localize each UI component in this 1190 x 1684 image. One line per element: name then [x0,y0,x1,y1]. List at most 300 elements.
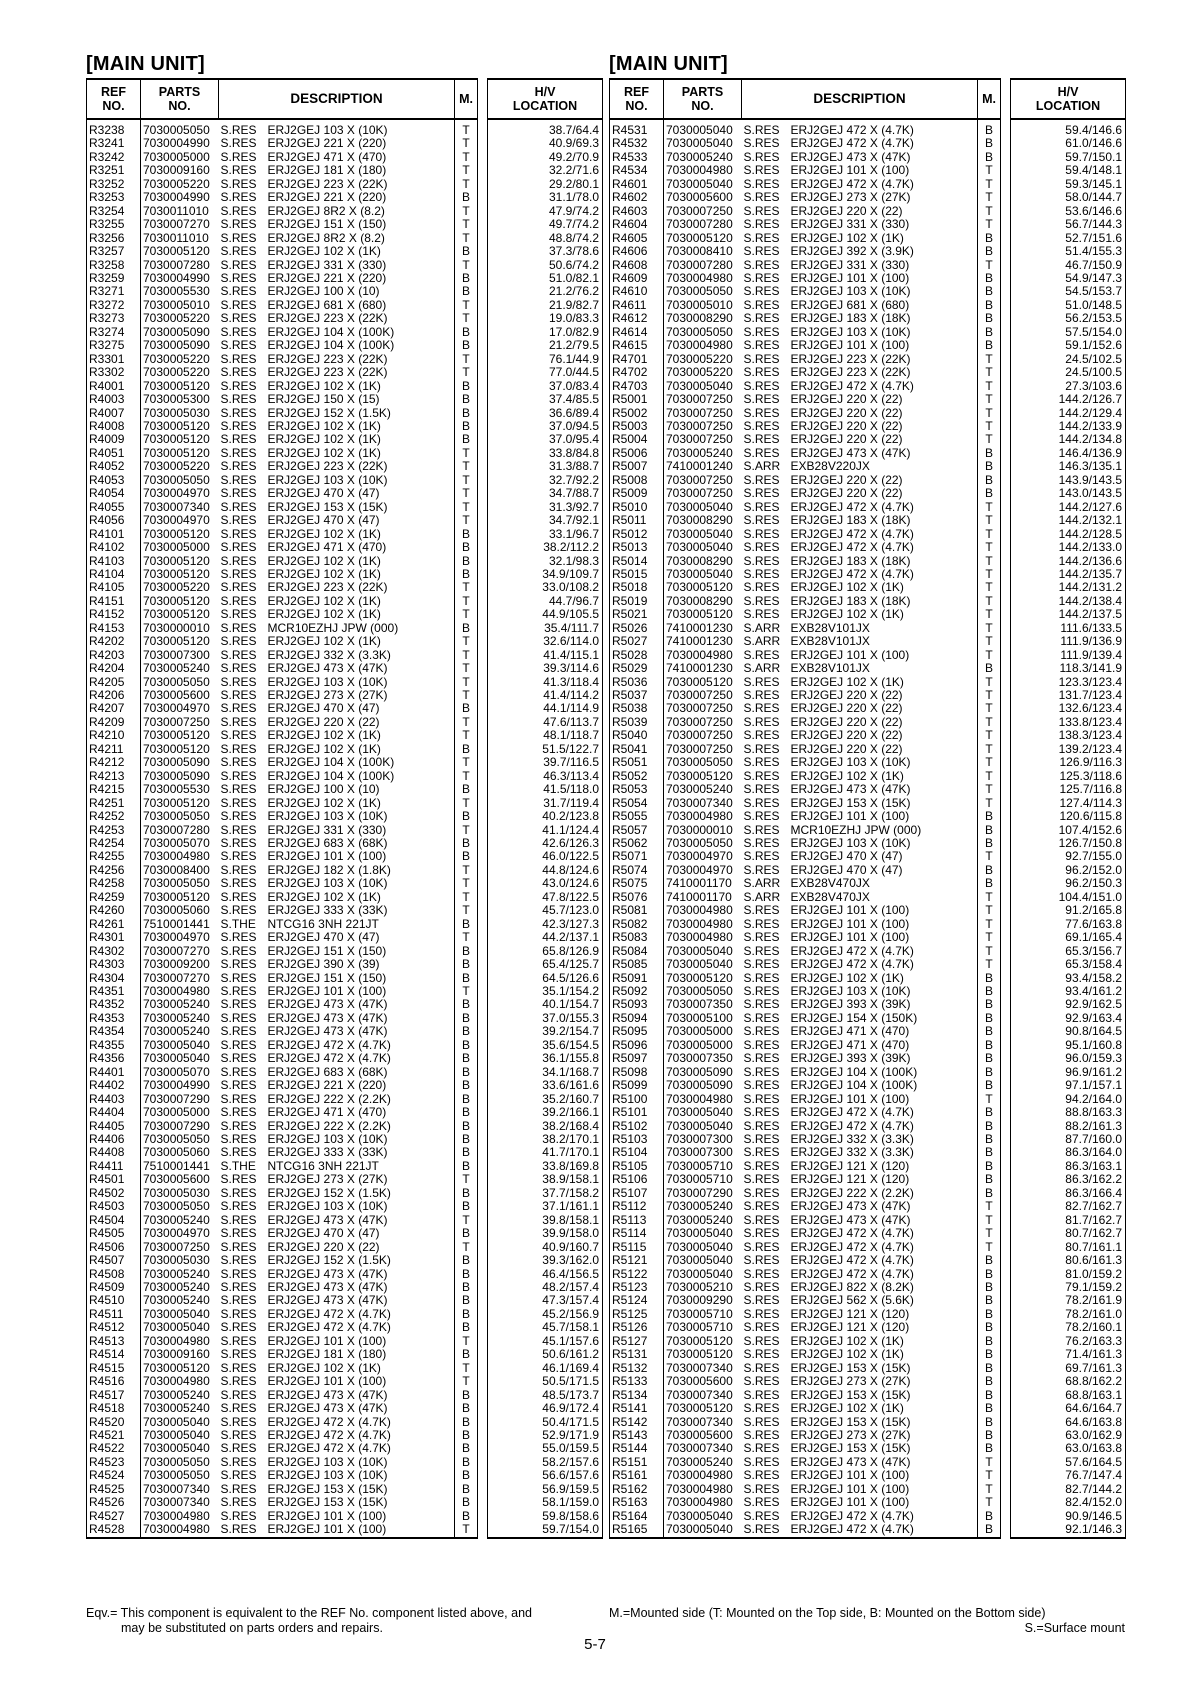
description-cell: ERJ2GEJ 101 X (100) [263,850,455,863]
table-row [87,299,603,312]
mounted-side-cell: B [978,1321,1001,1334]
parts-no-cell: 7030005120 [664,608,742,621]
part-type-cell: S.RES [743,608,780,622]
mounted-side-cell: T [978,797,1001,810]
right-parts-column [609,52,1125,1539]
mounted-side-cell: T [455,366,478,379]
parts-no-cell: 7030004980 [141,1510,219,1523]
table-row [87,528,603,541]
hv-location-cell: 48.8/74.2 [488,232,603,245]
ref-no-cell: R5026 [610,622,664,635]
description-cell: ERJ2GEJ 101 X (100) [786,931,978,944]
description-cell: ERJ2GEJ 470 X (47) [263,487,455,500]
description-cell: ERJ2GEJ 101 X (100) [786,272,978,285]
parts-no-cell: 7030005040 [664,1254,742,1267]
description-cell: ERJ2GEJ 220 X (22) [786,702,978,715]
mounted-side-cell: B [455,850,478,863]
description-cell: ERJ2GEJ 472 X (4.7K) [786,541,978,554]
table-row [610,581,1126,594]
parts-no-cell: 7030005040 [141,1416,219,1429]
parts-no-cell: 7030005600 [141,1173,219,1186]
description-cell: ERJ2GEJ 101 X (100) [786,1483,978,1496]
hv-location-cell: 39.9/158.0 [488,1227,603,1240]
mounted-side-cell: T [455,985,478,998]
mounted-side-cell: T [978,1093,1001,1106]
table-row [610,1321,1126,1334]
part-type-cell: S.RES [743,1119,780,1133]
hv-location-cell: 78.2/160.1 [1011,1321,1126,1334]
table-row [610,285,1126,298]
mounted-side-cell: B [455,1106,478,1119]
table-row [87,1200,603,1213]
description-cell: ERJ2GEJ 470 X (47) [786,850,978,863]
hv-location-cell: 39.2/166.1 [488,1106,603,1119]
mounted-side-cell: B [455,1456,478,1469]
ref-no-cell: R5037 [610,689,664,702]
mounted-side-cell: T [455,797,478,810]
mounted-side-cell: B [978,1348,1001,1361]
table-row [87,945,603,958]
parts-no-cell: 7030007250 [141,716,219,729]
ref-no-cell: R4253 [87,824,141,837]
mounted-side-cell: B [978,487,1001,500]
ref-no-cell: R5126 [610,1321,664,1334]
parts-no-cell: 7030005090 [141,756,219,769]
hv-location-cell: 68.8/163.1 [1011,1389,1126,1402]
hv-location-cell: 65.3/158.4 [1011,958,1126,971]
table-row [610,864,1126,877]
table-row [610,743,1126,756]
part-type-cell: S.RES [743,1455,780,1469]
ref-no-cell: R4533 [610,151,664,164]
part-type-cell: S.THE [220,1159,256,1173]
part-type-cell: S.RES [220,285,257,299]
part-type-cell: S.RES [743,796,780,810]
description-cell: ERJ2GEJ 102 X (1K) [263,1362,455,1375]
table-row [87,555,603,568]
mounted-side-cell: B [455,1227,478,1240]
hv-location-cell: 31.1/78.0 [488,191,603,204]
table-row [610,635,1126,648]
parts-no-cell: 7030005040 [141,1308,219,1321]
parts-no-cell: 7030005050 [141,877,219,890]
hv-location-cell: 82.7/144.2 [1011,1483,1126,1496]
ref-no-cell: R3301 [87,353,141,366]
ref-no-cell: R4615 [610,339,664,352]
table-row [87,178,603,191]
description-cell: ERJ2GEJ 153 X (15K) [786,1389,978,1402]
table-row [610,891,1126,904]
table-row [610,985,1126,998]
parts-no-cell: 7030005220 [664,366,742,379]
part-type-cell: S.RES [743,339,780,353]
description-cell: ERJ2GEJ 393 X (39K) [786,998,978,1011]
table-row [87,998,603,1011]
parts-no-cell: 7030005120 [664,1348,742,1361]
hv-location-cell: 68.8/162.2 [1011,1375,1126,1388]
mounted-side-cell: T [455,649,478,662]
parts-no-cell: 7030005120 [664,232,742,245]
hv-location-cell: 49.2/70.9 [488,151,603,164]
hv-location-cell: 57.6/164.5 [1011,1456,1126,1469]
mounted-side-cell: B [455,1133,478,1146]
ref-no-cell: R4511 [87,1308,141,1321]
parts-no-cell: 7030007250 [664,716,742,729]
table-row [87,595,603,608]
hv-location-cell: 44.9/105.5 [488,608,603,621]
hv-location-cell: 38.2/112.2 [488,541,603,554]
hv-location-cell: 107.4/152.6 [1011,824,1126,837]
parts-no-cell: 7030004980 [664,339,742,352]
part-type-cell: S.RES [220,931,257,945]
description-cell: ERJ2GEJ 221 X (220) [263,272,455,285]
parts-no-cell: 7510001441 [141,1160,219,1173]
ref-no-cell: R4402 [87,1079,141,1092]
description-cell: ERJ2GEJ 223 X (22K) [263,178,455,191]
parts-no-cell: 7030005050 [141,119,219,137]
ref-no-cell: R4356 [87,1052,141,1065]
table-row [610,716,1126,729]
ref-no-cell: R5094 [610,1012,664,1025]
mounted-side-cell: T [455,904,478,917]
parts-no-cell: 7410001230 [664,622,742,635]
part-type-cell: S.RES [220,419,257,433]
description-cell: ERJ2GEJ 102 X (1K) [263,729,455,742]
description-cell: ERJ2GEJ 220 X (22) [786,689,978,702]
table-row [87,756,603,769]
description-cell: ERJ2GEJ 103 X (10K) [786,285,978,298]
parts-no-cell: 7030005040 [141,1442,219,1455]
part-type-cell: S.RES [743,998,780,1012]
ref-no-cell: R5131 [610,1348,664,1361]
hv-location-cell: 42.3/127.3 [488,918,603,931]
hv-location-cell: 125.7/116.8 [1011,783,1126,796]
hv-location-cell: 86.3/164.0 [1011,1146,1126,1159]
description-cell: ERJ2GEJ 562 X (5.6K) [786,1294,978,1307]
hv-location-cell: 41.4/115.1 [488,649,603,662]
description-cell: ERJ2GEJ 473 X (47K) [786,1200,978,1213]
mounted-side-cell: T [978,1483,1001,1496]
parts-no-cell: 7030005600 [664,191,742,204]
table-row [87,1079,603,1092]
hv-location-cell: 80.7/162.7 [1011,1227,1126,1240]
mounted-side-cell: B [455,380,478,393]
description-cell: NTCG16 3NH 221JT [263,918,455,931]
mounted-side-cell: B [455,958,478,971]
table-row [610,958,1126,971]
hv-location-cell: 86.3/166.4 [1011,1187,1126,1200]
part-type-cell: S.RES [743,783,780,797]
table-row [610,662,1126,675]
mounted-side-cell: T [978,191,1001,204]
table-row [610,528,1126,541]
part-type-cell: S.RES [220,998,257,1012]
table-row [610,1133,1126,1146]
description-cell: ERJ2GEJ 102 X (1K) [786,1402,978,1415]
hv-location-cell: 40.2/123.8 [488,810,603,823]
description-cell: ERJ2GEJ 102 X (1K) [263,635,455,648]
part-type-cell: S.RES [743,863,780,877]
table-row [610,1241,1126,1254]
part-type-cell: S.RES [220,1280,257,1294]
mounted-side-cell: B [978,137,1001,150]
parts-no-cell: 7030004980 [664,1483,742,1496]
mounted-side-cell: B [455,1402,478,1415]
parts-no-cell: 7030005120 [664,1335,742,1348]
part-type-cell: S.RES [220,500,257,514]
description-cell: ERJ2GEJ 150 X (15) [263,393,455,406]
description-cell: ERJ2GEJ 152 X (1.5K) [263,1187,455,1200]
table-row [87,218,603,231]
mounted-side-cell: B [455,1496,478,1509]
part-type-cell: S.RES [220,393,257,407]
ref-no-cell: R4056 [87,514,141,527]
hv-location-cell: 21.2/79.5 [488,339,603,352]
part-type-cell: S.RES [743,729,780,743]
part-type-cell: S.RES [743,1348,780,1362]
mounted-side-cell: B [978,1079,1001,1092]
mounted-side-cell: T [455,770,478,783]
part-type-cell: S.RES [220,1011,257,1025]
mounted-side-cell: T [978,622,1001,635]
parts-no-cell: 7030005220 [664,353,742,366]
hv-location-cell: 33.0/108.2 [488,581,603,594]
ref-no-cell: R5113 [610,1214,664,1227]
ref-no-cell: R5141 [610,1402,664,1415]
part-type-cell: S.RES [743,312,780,326]
mounted-side-cell: T [978,380,1001,393]
table-row [87,1510,603,1523]
mounted-side-cell: T [978,958,1001,971]
mounted-side-cell: T [978,528,1001,541]
hv-location-cell: 88.8/163.3 [1011,1106,1126,1119]
mounted-side-cell: T [978,393,1001,406]
ref-no-cell: R5053 [610,783,664,796]
parts-no-cell: 7030005120 [664,770,742,783]
ref-no-cell: R5142 [610,1416,664,1429]
hv-location-cell: 41.3/118.4 [488,676,603,689]
parts-no-cell: 7030008400 [141,864,219,877]
hv-location-cell: 32.2/71.6 [488,164,603,177]
mounted-side-cell: T [978,689,1001,702]
ref-no-cell: R4524 [87,1469,141,1482]
description-cell: ERJ2GEJ 473 X (47K) [786,447,978,460]
ref-no-cell: R5015 [610,568,664,581]
ref-no-cell: R4505 [87,1227,141,1240]
part-type-cell: S.RES [220,904,257,918]
hv-location-cell: 59.8/158.6 [488,1510,603,1523]
description-cell: ERJ2GEJ 681 X (680) [786,299,978,312]
ref-no-cell: R5076 [610,891,664,904]
ref-no-header: REF NO. [610,79,664,119]
ref-no-cell: R5003 [610,420,664,433]
mounted-side-cell: T [978,743,1001,756]
hv-location-cell: 144.2/126.7 [1011,393,1126,406]
part-type-cell: S.RES [743,958,780,972]
part-type-cell: S.ARR [743,877,781,891]
hv-location-cell: 32.7/92.2 [488,474,603,487]
hv-location-cell: 24.5/100.5 [1011,366,1126,379]
table-row [87,716,603,729]
parts-no-cell: 7030005070 [141,837,219,850]
ref-no-cell: R4255 [87,850,141,863]
ref-no-cell: R4301 [87,931,141,944]
table-row [610,1146,1126,1159]
table-row [610,1187,1126,1200]
mounted-side-cell: T [978,850,1001,863]
parts-no-cell: 7030005100 [664,1012,742,1025]
hv-location-cell: 44.1/114.9 [488,702,603,715]
mounted-side-cell: T [978,649,1001,662]
part-type-cell: S.RES [220,823,257,837]
part-type-cell: S.RES [220,1402,257,1416]
table-row [610,1066,1126,1079]
mounted-side-cell: B [455,555,478,568]
part-type-cell: S.RES [743,500,780,514]
ref-no-cell: R3271 [87,285,141,298]
parts-no-cell: 7410001170 [664,891,742,904]
mounted-side-cell: B [455,285,478,298]
parts-no-cell: 7030005220 [141,460,219,473]
table-row [610,1335,1126,1348]
ref-no-cell: R5055 [610,810,664,823]
hv-location-cell: 58.2/157.6 [488,1456,603,1469]
parts-no-cell: 7030000010 [664,824,742,837]
parts-no-cell: 7030008290 [664,555,742,568]
table-row [610,178,1126,191]
mounted-side-cell: T [978,514,1001,527]
description-cell: ERJ2GEJ 100 X (10) [263,285,455,298]
description-cell: ERJ2GEJ 472 X (4.7K) [786,528,978,541]
table-row [610,541,1126,554]
part-type-cell: S.RES [743,931,780,945]
part-type-cell: S.RES [743,837,780,851]
part-type-cell: S.RES [743,1496,780,1510]
ref-no-cell: R5081 [610,904,664,917]
description-cell: ERJ2GEJ 470 X (47) [263,514,455,527]
description-cell: ERJ2GEJ 102 X (1K) [263,797,455,810]
ref-no-cell: R3255 [87,218,141,231]
mounted-side-cell: T [978,205,1001,218]
part-type-cell: S.RES [220,715,257,729]
parts-no-cell: 7030005050 [664,985,742,998]
parts-no-cell: 7030007340 [141,501,219,514]
hv-location-cell: 47.8/122.5 [488,891,603,904]
parts-no-cell: 7030004990 [141,191,219,204]
part-type-cell: S.RES [220,702,257,716]
hv-location-cell: 32.1/98.3 [488,555,603,568]
ref-no-cell: R4502 [87,1187,141,1200]
part-type-cell: S.RES [743,177,780,191]
ref-no-cell: R4523 [87,1456,141,1469]
hv-location-cell: 51.0/82.1 [488,272,603,285]
parts-no-cell: 7030005710 [664,1308,742,1321]
table-row [87,864,603,877]
table-row [87,1308,603,1321]
mounted-side-cell: T [455,1173,478,1186]
table-row [610,1120,1126,1133]
hv-location-cell: 39.3/114.6 [488,662,603,675]
mounted-side-cell: T [978,178,1001,191]
table-row [87,380,603,393]
parts-no-cell: 7030005090 [141,326,219,339]
part-type-cell: S.RES [743,1038,780,1052]
hv-location-cell: 131.7/123.4 [1011,689,1126,702]
parts-no-cell: 7030005000 [141,1106,219,1119]
hv-location-cell: 58.0/144.7 [1011,191,1126,204]
mounted-side-cell: T [978,164,1001,177]
hv-location-cell: 81.7/162.7 [1011,1214,1126,1227]
hv-location-cell: 96.2/152.0 [1011,864,1126,877]
table-row [610,407,1126,420]
ref-no-cell: R4401 [87,1066,141,1079]
part-type-cell: S.RES [220,379,257,393]
table-row [610,1456,1126,1469]
description-cell: ERJ2GEJ 223 X (22K) [263,581,455,594]
hv-location-cell: 33.1/96.7 [488,528,603,541]
hv-location-cell: 144.2/138.4 [1011,595,1126,608]
mounted-side-cell: B [978,460,1001,473]
table-row [87,622,603,635]
part-type-cell: S.RES [743,756,780,770]
parts-no-cell: 7030005120 [141,420,219,433]
parts-no-cell: 7030005040 [664,568,742,581]
table-row [87,1012,603,1025]
description-cell: ERJ2GEJ 822 X (8.2K) [786,1281,978,1294]
ref-no-cell: R5124 [610,1294,664,1307]
description-cell: ERJ2GEJ 121 X (120) [786,1173,978,1186]
ref-no-cell: R4103 [87,555,141,568]
description-cell: ERJ2GEJ 473 X (47K) [263,1012,455,1025]
table-row [87,1268,603,1281]
hv-location-cell: 132.6/123.4 [1011,702,1126,715]
hv-location-cell: 56.7/144.3 [1011,218,1126,231]
hv-location-cell: 56.2/153.5 [1011,312,1126,325]
table-row [87,1093,603,1106]
hv-location-cell: 34.7/92.1 [488,514,603,527]
mounted-side-cell: T [978,366,1001,379]
table-row [610,810,1126,823]
part-type-cell: S.RES [743,715,780,729]
mounted-side-cell: B [455,1039,478,1052]
parts-no-cell: 7030007250 [664,474,742,487]
description-cell: ERJ2GEJ 471 X (470) [263,151,455,164]
table-row [610,137,1126,150]
description-cell: ERJ2GEJ 273 X (27K) [786,1429,978,1442]
table-row [610,353,1126,366]
table-row [610,1510,1126,1523]
parts-no-cell: 7030005120 [141,245,219,258]
hv-location-cell: 123.3/123.4 [1011,676,1126,689]
hv-location-cell: 76.2/163.3 [1011,1335,1126,1348]
description-cell: ERJ2GEJ 331 X (330) [786,259,978,272]
mounted-side-cell: B [978,285,1001,298]
mounted-side-cell: T [978,716,1001,729]
description-cell: ERJ2GEJ 182 X (1.8K) [263,864,455,877]
part-type-cell: S.RES [219,1523,263,1537]
hv-location-cell: 27.3/103.6 [1011,380,1126,393]
ref-no-cell: R4104 [87,568,141,581]
parts-no-cell: 7030005120 [141,595,219,608]
description-cell: ERJ2GEJ 473 X (47K) [786,151,978,164]
part-type-cell: S.RES [743,850,780,864]
mounted-side-cell: T [978,635,1001,648]
description-cell: ERJ2GEJ 103 X (10K) [263,676,455,689]
description-cell: ERJ2GEJ 183 X (18K) [786,555,978,568]
mounted-side-cell: B [455,972,478,985]
ref-no-cell: R3273 [87,312,141,325]
description-cell: ERJ2GEJ 153 X (15K) [786,1416,978,1429]
